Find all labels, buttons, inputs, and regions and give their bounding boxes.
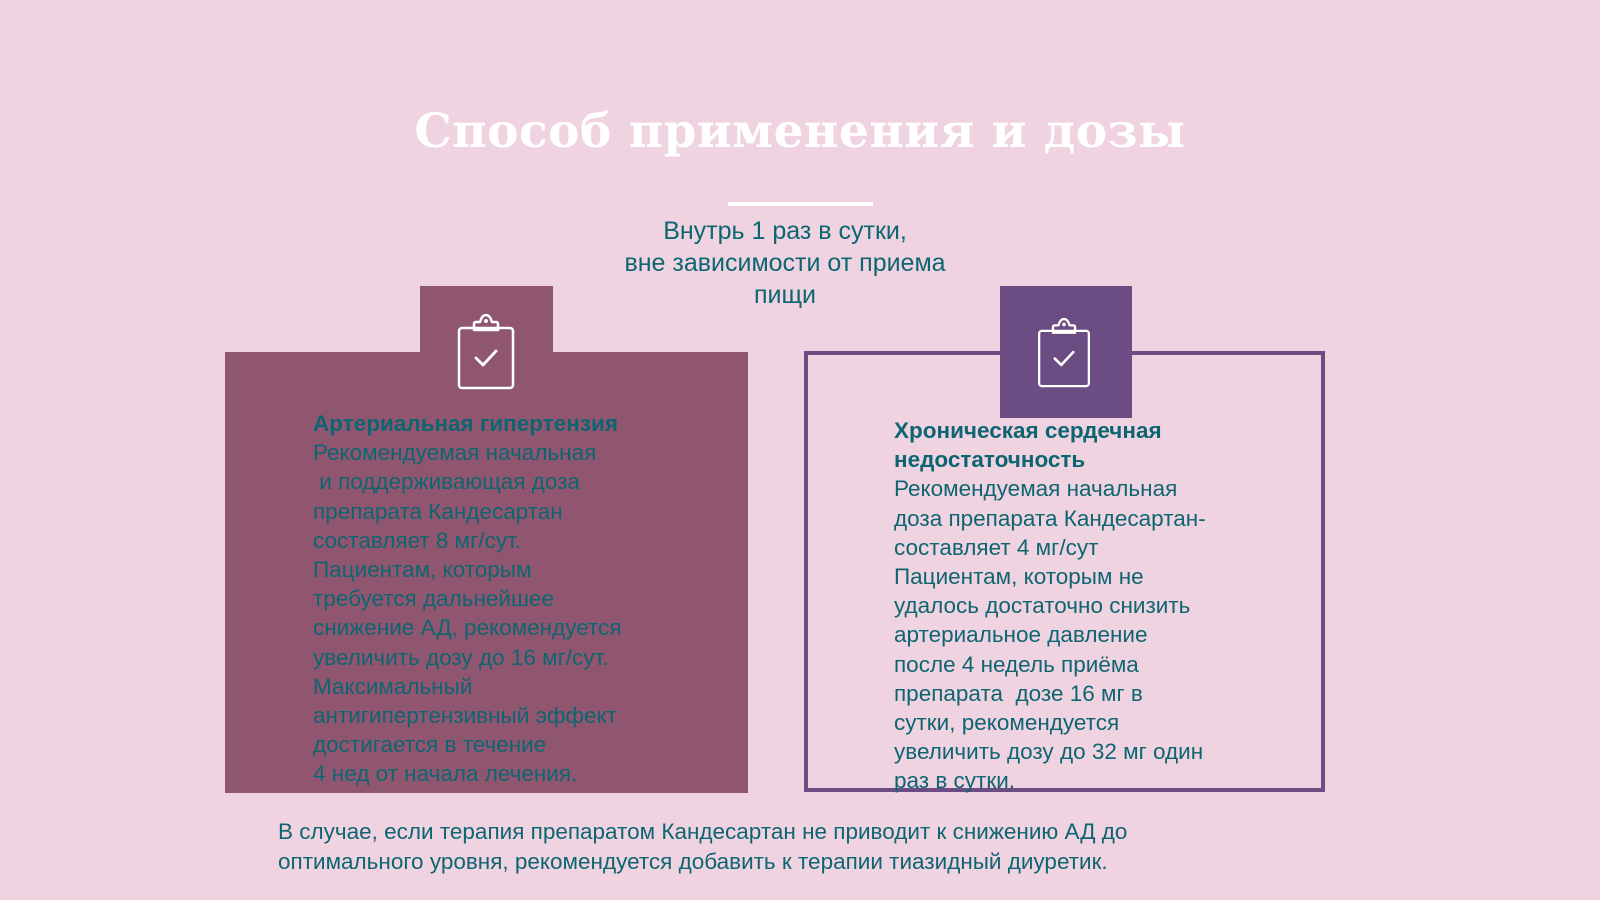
hypertension-line: 4 нед от начала лечения. xyxy=(313,761,578,787)
footer-note-line: оптимального уровня, рекомендуется добавить к терапии тиазидный диуретик. xyxy=(278,848,1108,874)
heart-failure-line: доза препарата Кандесартан- xyxy=(894,505,1206,531)
heart-failure-line: Рекомендуемая начальная xyxy=(894,476,1178,502)
clipboard-check-icon xyxy=(1036,318,1092,388)
administration-note xyxy=(560,215,1010,311)
hypertension-line: увеличить дозу до 16 мг/сут. xyxy=(313,644,609,670)
hypertension-line: Рекомендуемая начальная xyxy=(313,440,597,466)
hypertension-line: и поддерживающая доза xyxy=(313,469,580,495)
heart-failure-line: сутки, рекомендуется xyxy=(894,710,1120,736)
hypertension-line: антигипертензивный эффект xyxy=(313,703,617,729)
heart-failure-line: артериальное давление xyxy=(894,622,1148,648)
hypertension-line: требуется дальнейшее xyxy=(313,586,555,612)
administration-note-line: Внутрь 1 раз в сутки, xyxy=(663,217,907,245)
heart-failure-line: увеличить дозу до 32 мг один xyxy=(894,739,1204,765)
clipboard-check-icon xyxy=(456,314,516,390)
hypertension-line: достигается в течение xyxy=(313,732,547,758)
hypertension-heading: Артериальная гипертензия xyxy=(313,411,618,436)
heart-failure-line: удалось достаточно снизить xyxy=(894,593,1191,619)
heart-failure-line: раз в сутки. xyxy=(894,768,1016,794)
footer-note xyxy=(278,817,1127,876)
heart-failure-line: Пациентам, которым не xyxy=(894,564,1144,590)
heart-failure-heading: Хроническая сердечная xyxy=(894,418,1162,443)
hypertension-line: препарата Кандесартан xyxy=(313,498,563,524)
slide-title: Способ применения и дозы xyxy=(414,104,1186,159)
heart-failure-line: составляет 4 мг/сут xyxy=(894,534,1099,560)
hypertension-text xyxy=(313,409,622,789)
heart-failure-heading: недостаточность xyxy=(894,447,1086,473)
administration-note-line: пищи xyxy=(753,281,817,309)
hypertension-line: Максимальный xyxy=(313,673,473,699)
administration-note-line: вне зависимости от приема xyxy=(624,249,946,277)
footer-note-line: В случае, если терапия препаратом Кандесартан не приводит к снижению АД до xyxy=(278,819,1128,844)
title-underline xyxy=(728,202,873,206)
hypertension-line: Пациентам, которым xyxy=(313,557,532,583)
heart-failure-line: после 4 недель приёма xyxy=(894,651,1139,677)
heart-failure-text xyxy=(894,416,1206,796)
hypertension-line: снижение АД, рекомендуется xyxy=(313,615,622,641)
heart-failure-line: препарата дозе 16 мг в xyxy=(894,680,1143,706)
hypertension-line: составляет 8 мг/сут. xyxy=(313,527,522,553)
